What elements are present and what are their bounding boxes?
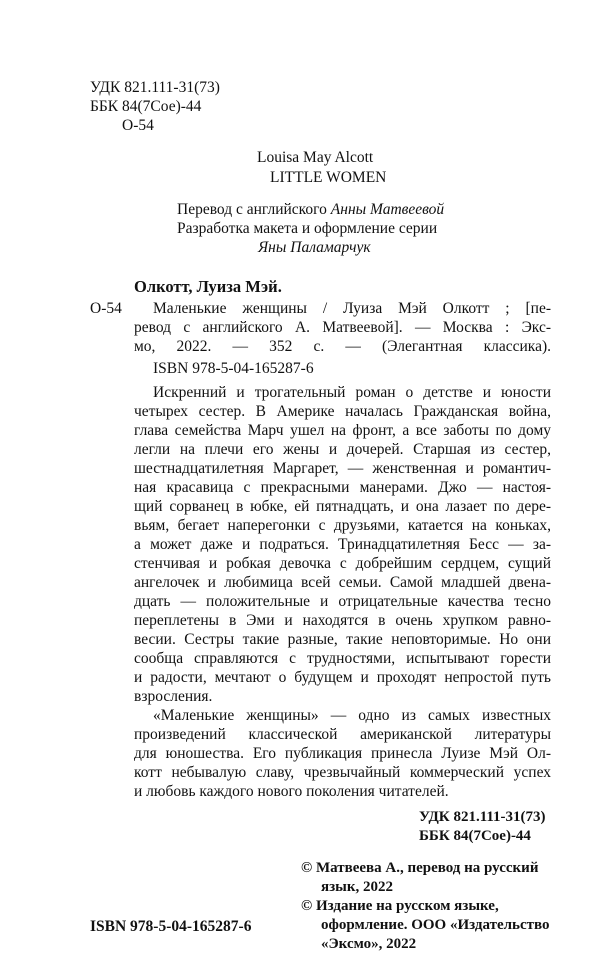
annotation-line: и любовь каждого нового поколения читателей. [134, 783, 449, 800]
annotation-line: а может даже и подраться. Тринадцатилетняя Бесс — за- [134, 536, 551, 553]
bbk-code-repeat: ББК 84(7Сое)-44 [419, 828, 531, 844]
catalog-code: О-54 [90, 300, 122, 317]
catalog-line: Маленькие женщины / Луиза Мэй Олкотт ; [пе- [153, 300, 551, 317]
catalog-line: мо, 2022. — 352 с. — (Элегантная классика). [134, 338, 551, 355]
annotation-line: стенчивая и робкая девочка с добрейшим сердцем, сущий [134, 555, 551, 572]
annotation-line: котт небывалую славу, чрезвычайный коммерческий успех [134, 764, 551, 781]
translation-prefix: Перевод с английского [177, 201, 331, 218]
annotation-line: ная красавица с прекрасными манерами. Джо — настоя- [134, 479, 551, 496]
translator-name: Анны Матвеевой [330, 201, 445, 218]
udk-code-repeat: УДК 821.111-31(73) [419, 809, 546, 825]
annotation-line: взросления. [134, 688, 213, 705]
annotation-line: вьям, бегает наперегонки с друзьями, катается на коньках, [134, 517, 551, 534]
annotation-line: глава семейства Марч ушел на фронт, а все заботы по дому [134, 422, 551, 439]
annotation-line: дцать — положительные и отрицательные качества тесно [134, 593, 551, 610]
catalog-author-heading: Олкотт, Луиза Мэй. [134, 277, 282, 296]
annotation-line: переплетены в Эми и находятся в очень хрупком равно- [134, 612, 551, 629]
author-mark: О-54 [122, 117, 154, 134]
copyright-line: оформление. ООО «Издательство [321, 917, 550, 933]
annotation-line: четырех сестер. В Америке началась Гражданская война, [134, 403, 551, 420]
annotation-line: и радости, мечтают о будущем и проходят непростой путь [134, 669, 551, 686]
translation-credit [177, 200, 444, 219]
copyright-line: «Эксмо», 2022 [321, 936, 417, 952]
catalog-isbn: ISBN 978-5-04-165287-6 [153, 360, 314, 377]
copyright-line: © Издание на русском языке, [301, 898, 499, 914]
annotation-line: ангелочек и любимица всей семьи. Самой младшей двена- [134, 574, 551, 591]
original-title: LITTLE WOMEN [270, 169, 387, 186]
annotation-line: Искренний и трогательный роман о детстве и юности [153, 384, 551, 401]
design-credit: Разработка макета и оформление серии [177, 220, 438, 237]
bbk-code: ББК 84(7Сое)-44 [90, 98, 202, 115]
copyright-line: © Матвеева А., перевод на русский [301, 860, 539, 876]
annotation-line: легли на плечи его жены и дочерей. Старшая из сестер, [134, 441, 551, 458]
copyright-line: язык, 2022 [321, 879, 393, 895]
annotation-line: произведений классической американской литературы [134, 726, 551, 743]
annotation-line: для юношества. Его публикация принесла Луизе Мэй Ол- [134, 745, 551, 762]
annotation-line: щий сорванец в юбке, ей пятнадцать, и она лазает по дере- [134, 498, 551, 515]
udk-code: УДК 821.111-31(73) [90, 79, 220, 96]
annotation-line: шестнадцатилетняя Маргарет, — женственная и романтич- [134, 460, 551, 477]
annotation-line: весии. Сестры такие разные, такие неповторимые. Но они [134, 631, 551, 648]
isbn-footer: ISBN 978-5-04-165287-6 [90, 918, 252, 935]
original-author: Louisa May Alcott [257, 149, 374, 166]
catalog-line: ревод с английского А. Матвеевой]. — Москва : Экс- [134, 319, 551, 336]
annotation-line: «Маленькие женщины» — одно из самых известных [153, 707, 551, 724]
annotation-line: сообща справляются с трудностями, испытывают горести [134, 650, 551, 667]
designer-name: Яны Паламарчук [258, 239, 371, 256]
